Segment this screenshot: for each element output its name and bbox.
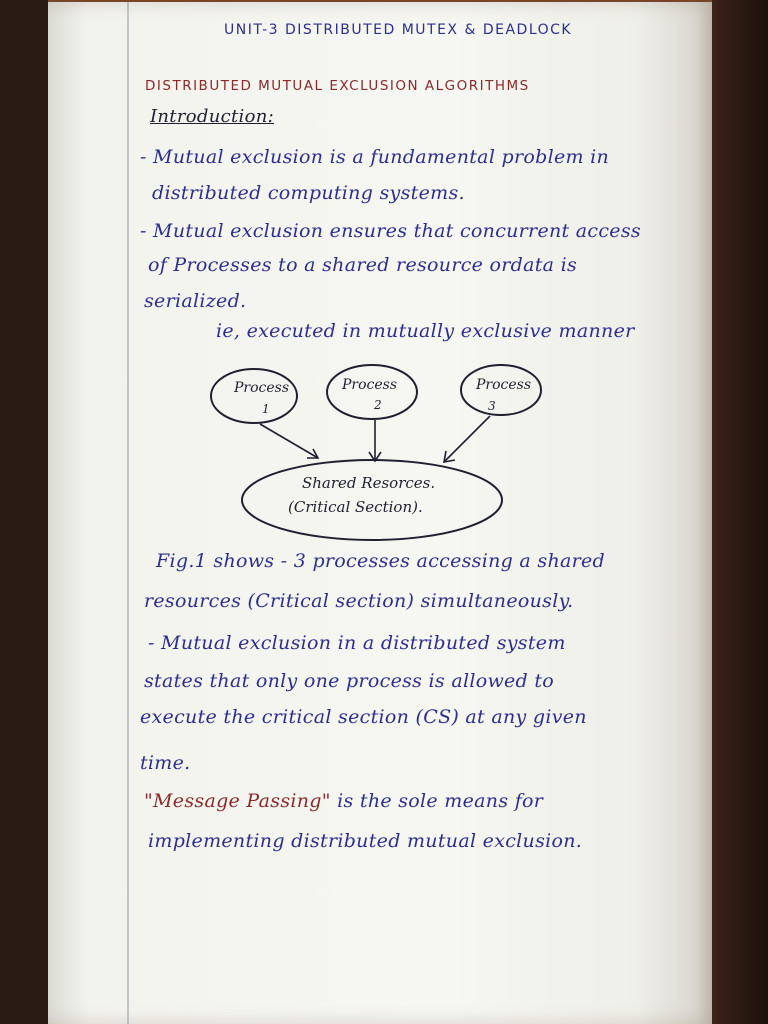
process-1-number: 1 bbox=[262, 402, 270, 416]
process-2-number: 2 bbox=[374, 398, 382, 412]
process-1-label: Process bbox=[234, 380, 290, 396]
shared-resource-node bbox=[242, 460, 502, 540]
text-line-10: time. bbox=[140, 752, 191, 774]
text-line-7: - Mutual exclusion in a distributed system bbox=[148, 632, 566, 654]
message-passing-rest: is the sole means for bbox=[330, 790, 544, 812]
process-3-label: Process bbox=[476, 377, 532, 393]
unit-header: UNIT-3 DISTRIBUTED MUTEX & DEADLOCK bbox=[224, 22, 573, 38]
text-line-5: serialized. bbox=[144, 290, 247, 312]
text-line-8: states that only one process is allowed to bbox=[144, 670, 555, 692]
shared-resource-label: Shared Resorces. bbox=[302, 474, 436, 492]
message-passing-quote: "Message Passing" bbox=[144, 790, 331, 812]
arrowhead-1 bbox=[307, 449, 318, 458]
arrow-process-3 bbox=[444, 416, 490, 462]
text-line-9: execute the critical section (CS) at any given bbox=[140, 706, 587, 728]
text-line-3: - Mutual exclusion ensures that concurrent access bbox=[140, 220, 641, 242]
fig-line-1: Fig.1 shows - 3 processes accessing a shared bbox=[156, 550, 606, 572]
text-line-1: - Mutual exclusion is a fundamental problem in bbox=[140, 146, 610, 168]
process-3-node bbox=[461, 365, 541, 415]
intro-heading: Introduction: bbox=[150, 106, 274, 127]
text-line-11: implementing distributed mutual exclusion. bbox=[148, 830, 583, 852]
text-line-6: ie, executed in mutually exclusive manner bbox=[216, 320, 635, 342]
critical-section-label: (Critical Section). bbox=[288, 498, 423, 516]
fig-line-2: resources (Critical section) simultaneously. bbox=[144, 590, 574, 612]
arrows bbox=[260, 416, 490, 462]
process-1-node bbox=[211, 369, 297, 423]
text-line-4: of Processes to a shared resource ordata is bbox=[148, 254, 578, 276]
text-line-2: distributed computing systems. bbox=[152, 182, 465, 204]
process-2-node bbox=[327, 365, 417, 419]
process-3-number: 3 bbox=[488, 399, 496, 413]
section-title: DISTRIBUTED MUTUAL EXCLUSION ALGORITHMS bbox=[145, 78, 530, 94]
process-2-label: Process bbox=[342, 377, 398, 393]
message-passing-line bbox=[144, 790, 543, 812]
arrow-process-1 bbox=[260, 424, 318, 458]
